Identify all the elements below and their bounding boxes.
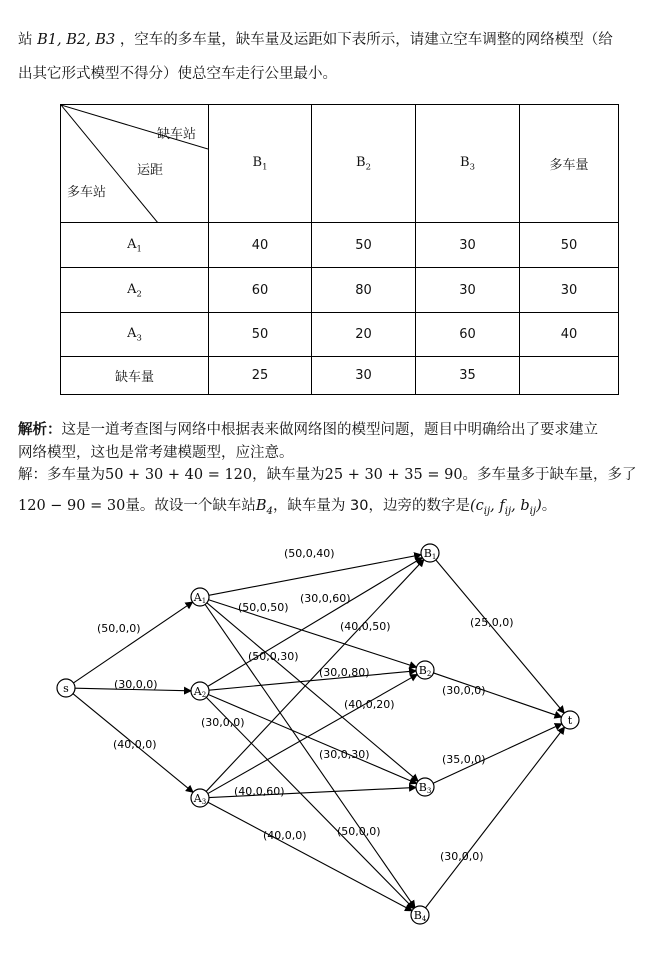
edge-label-B3-t: (35,0,0) [442,753,486,766]
row-label-a2: $A_2$ [61,268,209,313]
edge-A1-B4 [205,604,415,907]
equation-surplus: 50 + 30 + 40 = 120 [105,467,253,483]
edge-label-B2-t: (30,0,0) [442,684,486,697]
analysis-text-2: 网络模型，这也是常考建模题型，应注意。 [18,445,294,461]
distance-table [60,104,619,395]
col-header-surplus: 多车量 [520,105,619,223]
table-cell: 80 [312,268,416,313]
analysis-line-1 [18,418,598,439]
edge-label-A1-B1: (50,0,40) [284,547,335,560]
node-B3 [416,778,434,796]
edge-label-B1-t: (25,0,0) [470,616,514,629]
node-B2 [416,661,434,679]
problem-line-1 [18,28,613,49]
table-cell: 50 [520,223,619,268]
corner-middle: 运距 [137,163,164,178]
table-cell: 30 [520,268,619,313]
analysis-line-3 [18,463,637,484]
table-cell: 60 [416,313,520,357]
solution-middle: ，缺车量为 [252,467,325,483]
edge-label-A1-B3: (50,0,30) [248,650,299,663]
table-corner-header [61,105,209,223]
solution-suffix: 。多车量多于缺车量，多了 [462,467,637,483]
node-label: s [63,682,69,695]
table-cell: 25 [209,357,312,395]
edge-A1-B1 [209,555,421,596]
table-cell: 35 [416,357,520,395]
edge-label-A3-B3: (40,0,60) [234,785,285,798]
edge-label-s-A1: (50,0,0) [97,622,141,635]
analysis-text-1: 这是一道考查图与网络中根据表来做网络图的模型问题，题目中明确给出了要求建立 [61,422,598,438]
col-header-b3: $B_3$ [416,105,520,223]
equation-shortage: 25 + 30 + 35 = 90 [324,467,463,483]
table-cell: 20 [312,313,416,357]
edge-label-A2-B3: (30,0,30) [319,748,370,761]
table-cell: 30 [416,268,520,313]
edge-label-A1-B4: (50,0,0) [337,825,381,838]
equation-difference: 120 − 90 = 30 [18,498,126,514]
node-label: B1 [423,547,437,561]
corner-top-right: 缺车站 [157,127,197,142]
table-cell: 30 [416,223,520,268]
problem-line-2 [18,62,337,83]
table-row [61,268,619,313]
row-label-a1: $A_1$ [61,223,209,268]
edge-triple: ($c_{ij}$, $f_{ij}$, $b_{ij}$) [470,498,542,517]
analysis-line-4 [18,494,556,517]
node-label: A2 [193,685,207,699]
node-label: A1 [193,591,207,605]
node-label: A3 [193,792,207,806]
table-cell: 40 [520,313,619,357]
solution-end: 。 [541,498,557,514]
node-label: t [567,714,573,727]
edge-label-A3-B4: (40,0,0) [263,829,307,842]
col-header-b1: $B_1$ [209,105,312,223]
edge-label-A3-B1: (40,0,50) [340,620,391,633]
problem-line1-suffix: ，空车的多车量，缺车量及运距如下表所示，请建立空车调整的网络模型（给 [119,32,613,48]
row-label-shortage: 缺车量 [61,357,209,395]
edge-s-A1 [73,602,192,683]
solution-b4-prefix: 量。故设一个缺车站 [125,498,256,514]
node-label: B3 [418,781,432,795]
problem-line2-text: 出其它形式模型不得分）使总空车走行公里最小。 [18,66,337,82]
table-row [61,357,619,395]
node-s [57,679,75,697]
node-t [561,711,579,729]
edge-label-A2-B2: (30,0,80) [319,666,370,679]
edge-label-A2-B4: (30,0,0) [201,716,245,729]
corner-bottom-left: 多车站 [67,185,107,200]
network-edge-labels [97,547,514,863]
edge-label-A2-B1: (30,0,60) [300,592,351,605]
solution-b4-suffix: ，缺车量为 30，边旁的数字是 [272,498,470,514]
b4-symbol: $B_4$ [255,498,273,517]
row-label-a3: $A_3$ [61,313,209,357]
table-row [61,313,619,357]
edge-A2-B4 [206,697,413,908]
analysis-line-2 [18,441,294,462]
edge-label-s-A2: (30,0,0) [114,678,158,691]
stations-math: B1, B2, B3 [37,32,116,48]
node-label: B4 [413,909,427,923]
edge-A2-B2 [209,671,416,690]
edge-label-A3-B2: (40,0,20) [344,698,395,711]
table-cell [520,357,619,395]
node-B4 [411,906,429,924]
edge-label-s-A3: (40,0,0) [113,738,157,751]
analysis-title: 解析： [18,422,62,438]
edge-A3-B4 [208,802,412,911]
node-B1 [421,544,439,562]
table-cell: 60 [209,268,312,313]
solution-prefix: 解：多车量为 [18,467,105,483]
node-A2 [191,682,209,700]
node-A1 [191,588,209,606]
edge-label-A1-B2: (50,0,50) [238,601,289,614]
col-header-b2: $B_2$ [312,105,416,223]
node-label: B2 [418,664,432,678]
table-row [61,223,619,268]
network-diagram [0,530,651,950]
problem-line1-prefix: 站 [18,32,33,48]
edge-label-B4-t: (30,0,0) [440,850,484,863]
table-header-row [61,105,619,223]
table-cell: 40 [209,223,312,268]
network-edges [73,555,565,911]
node-A3 [191,789,209,807]
table-cell: 50 [209,313,312,357]
table-cell: 30 [312,357,416,395]
table-cell: 50 [312,223,416,268]
